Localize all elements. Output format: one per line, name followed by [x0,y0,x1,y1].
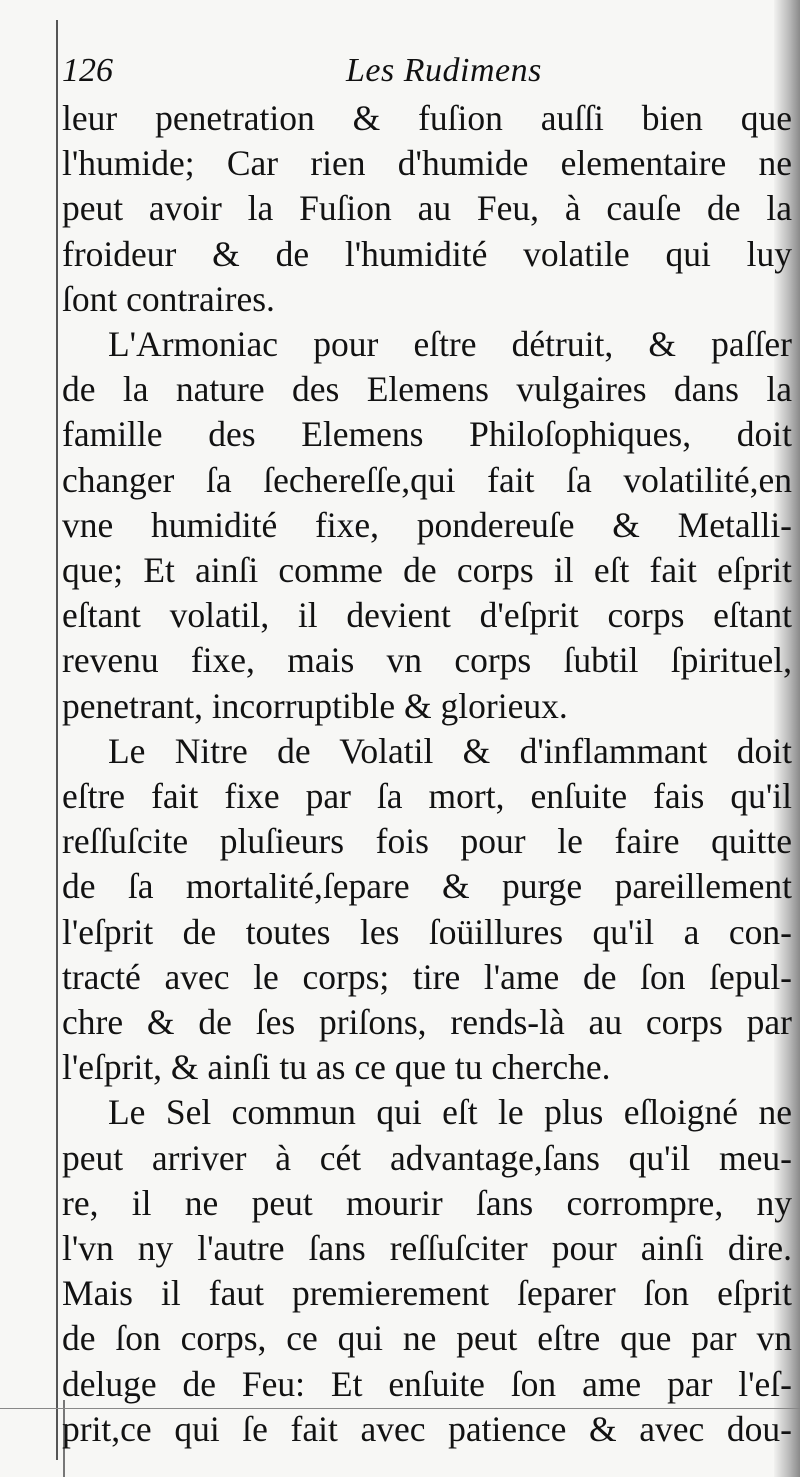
text-line: l'vn ny l'autre ſans reſſuſciter pour ainſi dire. [62,1228,792,1269]
text-line: l'eſprit de toutes les ſoüillures qu'il a con- [62,911,792,952]
text-line: prit,ce qui ſe fait avec patience & avec dou- [62,1408,792,1449]
text-line: changer ſa ſechereſſe,qui fait ſa volatilité,en [62,459,792,500]
text-line: peut arriver à cét advantage,ſans qu'il meu- [62,1137,792,1178]
left-margin-rule [56,20,58,1460]
text-line: l'humide; Car rien d'humide elementaire ne [62,143,792,184]
text-line: de la nature des Elemens vulgaires dans la [62,369,792,410]
body-text [62,96,792,1452]
text-line: vne humidité fixe, pondereuſe & Metalli- [62,504,792,545]
text-line: eſtre fait fixe par ſa mort, enſuite fais qu'il [62,776,792,817]
text-line: Le Nitre de Volatil & d'inflammant doit [108,730,792,771]
text-line: peut avoir la Fuſion au Feu, à cauſe de la [62,188,792,229]
running-title: Les Rudimens [346,52,542,89]
page-header [62,52,782,96]
text-line: Mais il faut premierement ſeparer ſon eſprit [62,1273,792,1314]
text-line: revenu fixe, mais vn corps ſubtil ſpirituel, [62,640,792,681]
text-line: de ſa mortalité,ſepare & purge pareillement [62,866,792,907]
text-line: Le Sel commun qui eſt le plus eſloigné ne [108,1092,792,1133]
text-line: deluge de Feu: Et enſuite ſon ame par l'eſ- [62,1363,792,1404]
text-line: l'eſprit, & ainſi tu as ce que tu cherche. [62,1047,611,1088]
text-line: chre & de ſes priſons, rends-là au corps par [62,1002,792,1043]
text-line: de ſon corps, ce qui ne peut eſtre que par vn [62,1318,792,1359]
text-line: eſtant volatil, il devient d'eſprit corps eſtant [62,595,792,636]
text-line: penetrant, incorruptible & glorieux. [62,685,568,726]
text-line: que; Et ainſi comme de corps il eſt fait eſprit [62,550,792,591]
text-line: ſont contraires. [62,278,275,319]
page-number: 126 [62,52,113,89]
text-line: L'Armoniac pour eſtre détruit, & paſſer [108,324,792,365]
text-line: re, il ne peut mourir ſans corrompre, ny [62,1182,792,1223]
text-line: tracté avec le corps; tire l'ame de ſon ſepul- [62,956,792,997]
text-line: famille des Elemens Philoſophiques, doit [62,414,792,455]
text-line: reſſuſcite pluſieurs fois pour le faire quitte [62,821,792,862]
text-line: leur penetration & fuſion auſſi bien que [62,98,792,138]
text-line: froideur & de l'humidité volatile qui luy [62,233,792,274]
